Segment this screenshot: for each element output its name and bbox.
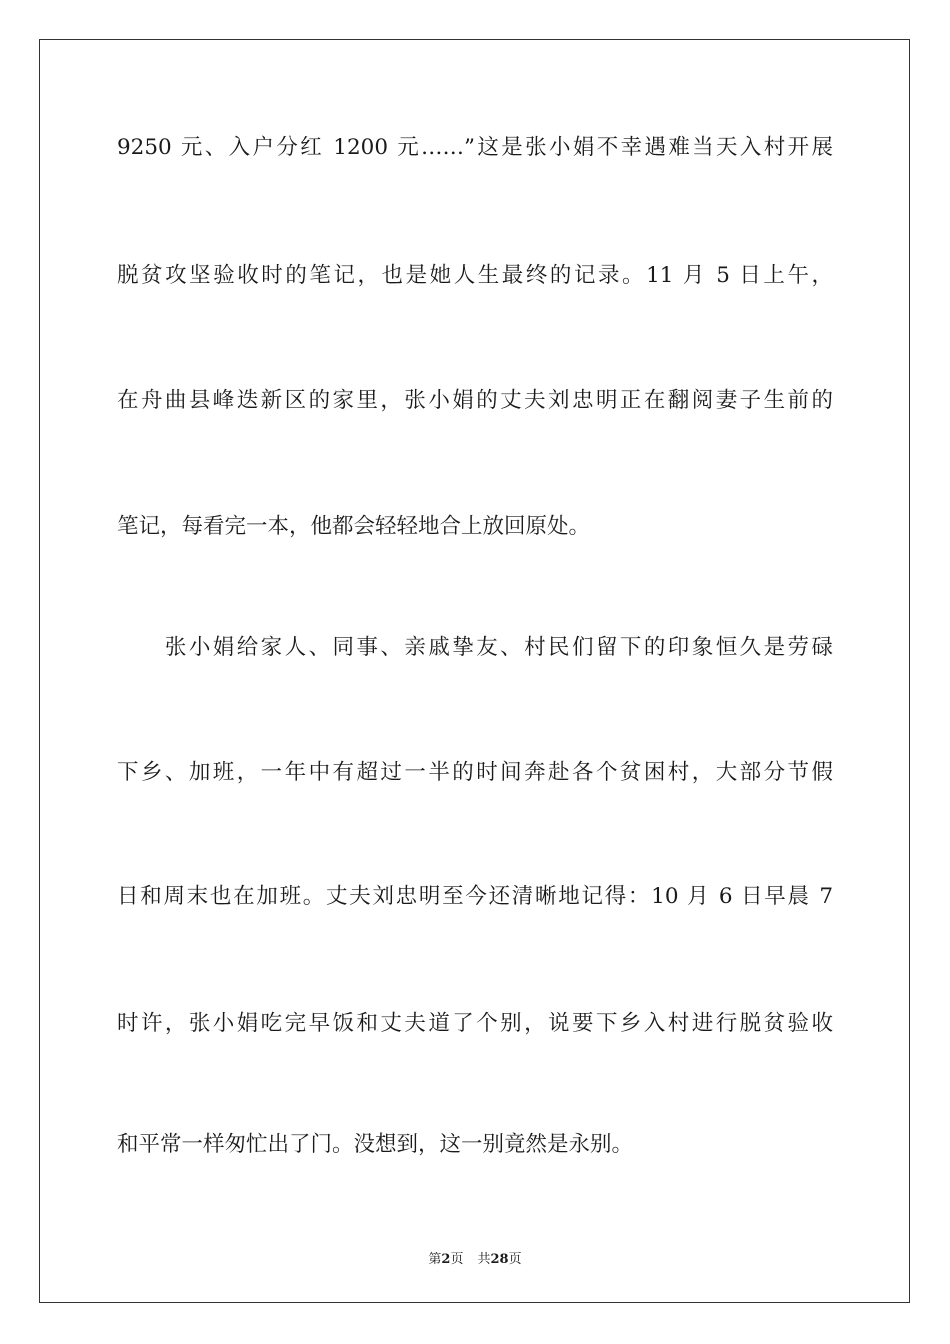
total-suffix: 页 [508, 1252, 522, 1267]
text-line-1: 9250 元、入户分红 1200 元……”这是张小娟不幸遇难当天入村开展 [117, 135, 833, 160]
text-line-9: 和平常一样匆忙出了门。没想到，这一别竟然是永别。 [117, 1132, 634, 1157]
total-prefix: 共 [477, 1252, 491, 1267]
text-line-7: 日和周末也在加班。丈夫刘忠明至今还清晰地记得：10 月 6 日早晨 7 [117, 884, 833, 909]
text-line-3: 在舟曲县峰迭新区的家里，张小娟的丈夫刘忠明正在翻阅妻子生前的 [117, 388, 833, 413]
page-border [39, 39, 910, 1303]
page-number: 2 [441, 1252, 451, 1267]
text-line-2: 脱贫攻坚验收时的笔记，也是她人生最终的记录。11 月 5 日上午， [117, 263, 833, 288]
text-line-6: 下乡、加班，一年中有超过一半的时间奔赴各个贫困村，大部分节假 [117, 760, 833, 785]
text-line-4: 笔记，每看完一本，他都会轻轻地合上放回原处。 [117, 514, 591, 539]
text-line-5: 张小娟给家人、同事、亲戚挚友、村民们留下的印象恒久是劳碌 [117, 635, 833, 660]
page-prefix: 第 [428, 1252, 442, 1267]
text-line-8: 时许，张小娟吃完早饭和丈夫道了个别，说要下乡入村进行脱贫验收 [117, 1011, 833, 1036]
page-footer [0, 1248, 950, 1267]
page-suffix: 页 [450, 1252, 464, 1267]
total-pages: 28 [490, 1252, 509, 1267]
